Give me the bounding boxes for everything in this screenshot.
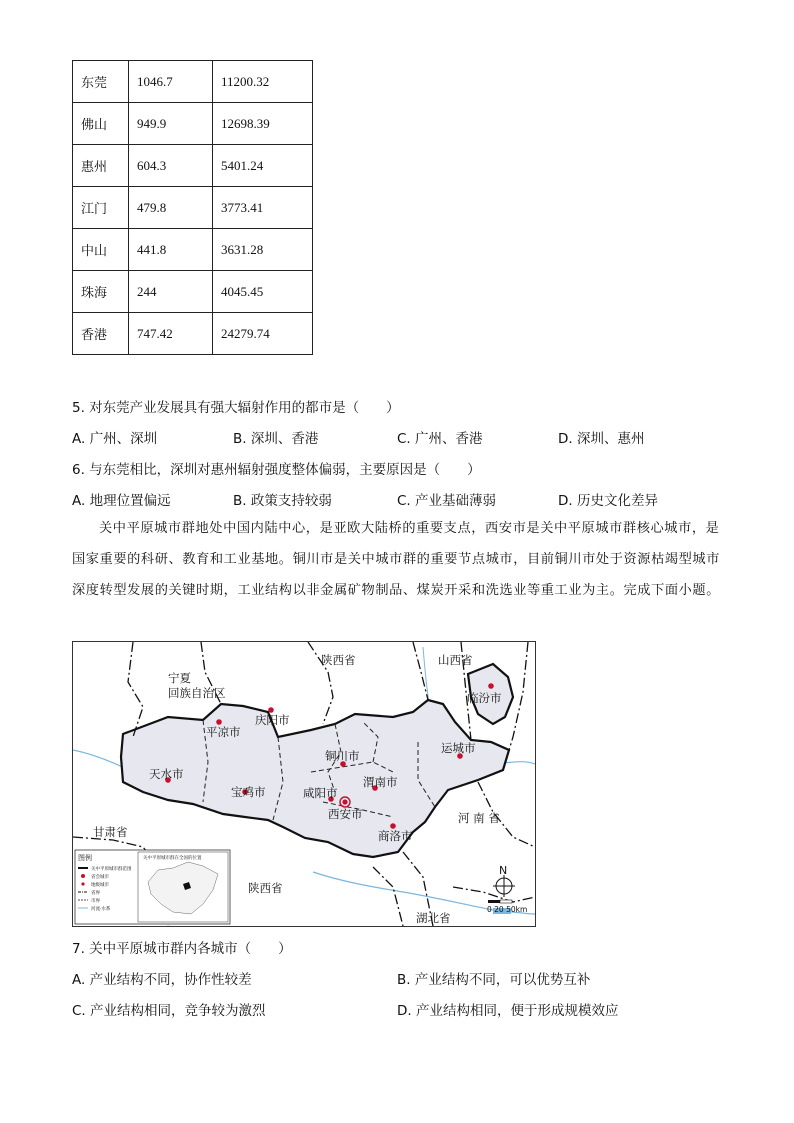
label-qingyang: 庆阳市 [255, 713, 290, 727]
q6-option-c[interactable]: C. 产业基础薄弱 [397, 493, 497, 509]
city-cell: 东莞 [73, 61, 129, 103]
label-henan: 河 南 省 [458, 811, 500, 825]
label-ningxia-1: 宁夏 [168, 671, 191, 685]
label-pingliang: 平凉市 [206, 725, 241, 739]
value-cell: 604.3 [129, 145, 213, 187]
q6-option-a[interactable]: A. 地理位置偏远 [72, 493, 171, 509]
table-row [73, 145, 313, 187]
city-cell: 佛山 [73, 103, 129, 145]
label-shangluo: 商洛市 [378, 829, 413, 843]
label-ningxia-2: 回族自治区 [168, 686, 226, 700]
inset-title: 关中平原城市群在全国的位置 [143, 856, 202, 861]
city-cell: 中山 [73, 229, 129, 271]
table-row [73, 229, 313, 271]
table-row [73, 271, 313, 313]
table-row [73, 187, 313, 229]
q5-option-a[interactable]: A. 广州、深圳 [72, 431, 158, 447]
value-cell: 244 [129, 271, 213, 313]
north-arrow-icon [493, 864, 515, 897]
city-cell: 惠州 [73, 145, 129, 187]
question-6-stem: 6. 与东莞相比，深圳对惠州辐射强度整体偏弱，主要原因是（ ） [72, 462, 481, 478]
label-hubei: 湖北省 [416, 911, 451, 925]
scale-label: 0 20 50km [487, 905, 528, 914]
q7-option-d[interactable]: D. 产业结构相同，便于形成规模效应 [397, 1003, 619, 1019]
city-dot-pingliang [216, 719, 222, 725]
legend-item-1: 关中平原城市群范围 [91, 867, 132, 872]
label-gansu: 甘肃省 [93, 825, 128, 839]
legend-title: 图例 [78, 854, 92, 862]
table-row [73, 313, 313, 355]
map-svg [73, 642, 535, 926]
label-tianshui: 天水市 [149, 767, 184, 781]
value-cell: 479.8 [129, 187, 213, 229]
label-baoji: 宝鸡市 [231, 785, 266, 799]
value-cell: 949.9 [129, 103, 213, 145]
label-xianyang: 咸阳市 [303, 786, 338, 800]
label-yuncheng: 运城市 [441, 741, 476, 755]
q5-option-c[interactable]: C. 广州、香港 [397, 431, 483, 447]
value-cell: 12698.39 [213, 103, 313, 145]
legend-item-6: 河流·水系 [91, 907, 111, 912]
city-dot-qingyang [268, 707, 274, 713]
guanzhong-map [72, 641, 536, 927]
q7-option-b[interactable]: B. 产业结构不同，可以优势互补 [397, 972, 591, 988]
q6-option-b[interactable]: B. 政策支持较弱 [233, 493, 332, 509]
label-xian: 西安市 [328, 807, 363, 821]
map-legend [75, 850, 230, 924]
table-row [73, 103, 313, 145]
label-tongchuan: 铜川市 [325, 749, 360, 763]
value-cell: 3631.28 [213, 229, 313, 271]
city-cell: 香港 [73, 313, 129, 355]
label-shaanxi-bottom: 陕西省 [248, 881, 283, 895]
label-linfen: 临汾市 [467, 691, 502, 705]
q6-option-d[interactable]: D. 历史文化差异 [558, 493, 658, 509]
legend-item-5: 市界 [91, 899, 100, 904]
city-dot-shangluo [390, 823, 396, 829]
question-7-stem: 7. 关中平原城市群内各城市（ ） [72, 941, 292, 957]
label-shanxi: 山西省 [438, 653, 473, 667]
city-cell: 珠海 [73, 271, 129, 313]
question-5-stem: 5. 对东莞产业发展具有强大辐射作用的都市是（ ） [72, 400, 400, 416]
label-shaanxi-top: 陕西省 [321, 653, 356, 667]
city-dot-linfen [488, 683, 494, 689]
scale-bar [487, 900, 527, 914]
passage-text: 关中平原城市群地处中国内陆中心，是亚欧大陆桥的重要支点，西安市是关中平原城市群核心城市，是国家重要的科研、教育和工业基地。铜川市是关中城市群的重要节点城市，目前铜川市处于资源枯竭型城市深度转型发展的关键时期，工业结构以非金属矿物制品、煤炭开采和洗选业等重工业为主。完成下面小题。 [72, 521, 721, 598]
q5-option-b[interactable]: B. 深圳、香港 [233, 431, 319, 447]
city-cell: 江门 [73, 187, 129, 229]
value-cell: 3773.41 [213, 187, 313, 229]
north-label: N [499, 864, 508, 877]
q5-option-d[interactable]: D. 深圳、惠州 [558, 431, 645, 447]
city-data-table [72, 60, 313, 355]
label-weinan: 渭南市 [363, 775, 398, 789]
legend-item-4: 省界 [91, 891, 100, 896]
value-cell: 1046.7 [129, 61, 213, 103]
q7-option-c[interactable]: C. 产业结构相同，竞争较为激烈 [72, 1003, 266, 1019]
value-cell: 5401.24 [213, 145, 313, 187]
legend-item-2: 省会城市 [91, 875, 109, 880]
legend-item-3: 地级城市 [91, 883, 109, 888]
value-cell: 11200.32 [213, 61, 313, 103]
table-row [73, 61, 313, 103]
value-cell: 747.42 [129, 313, 213, 355]
value-cell: 4045.45 [213, 271, 313, 313]
value-cell: 24279.74 [213, 313, 313, 355]
value-cell: 441.8 [129, 229, 213, 271]
q7-option-a[interactable]: A. 产业结构不同，协作性较差 [72, 972, 252, 988]
